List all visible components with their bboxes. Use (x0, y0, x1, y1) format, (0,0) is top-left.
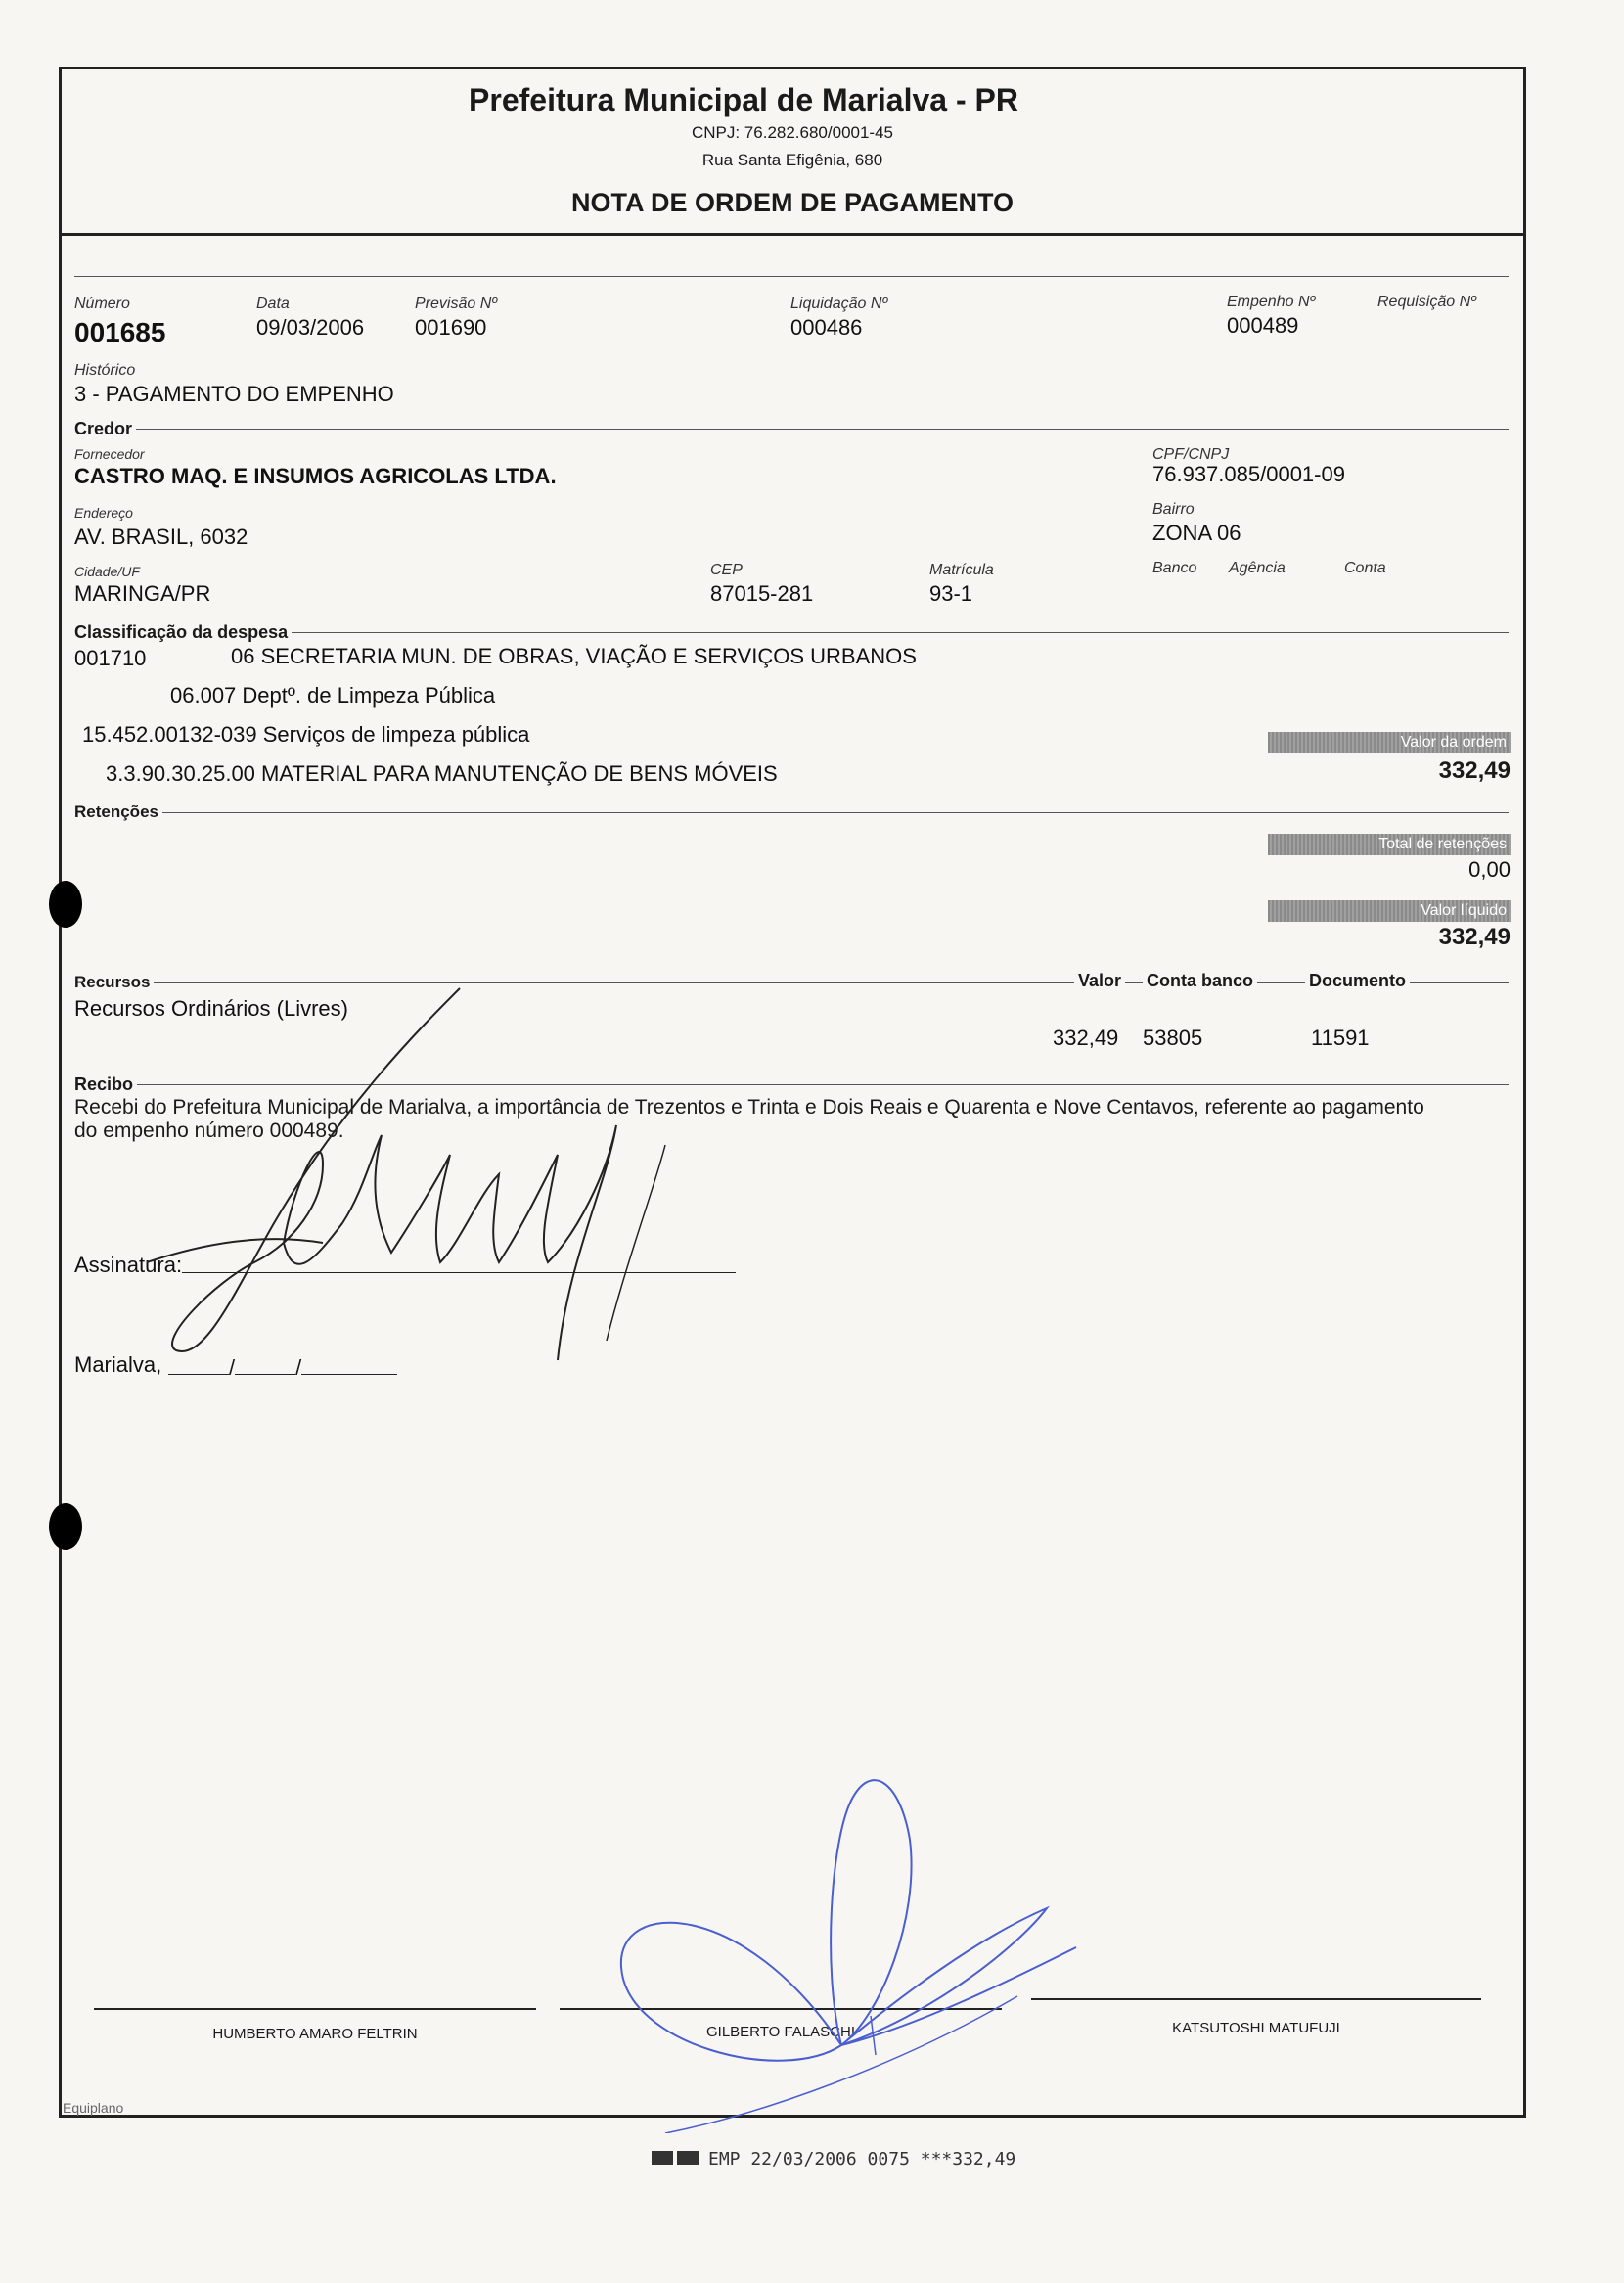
signatory-2: GILBERTO FALASCHI (706, 2024, 855, 2040)
recibo-text: Recebi do Prefeitura Municipal de Marialva, a importância de Trezentos e Trinta e Dois Reais e Quarenta e Nove Centavos, referente ao pagamento do empenho número 000489. (74, 1096, 1424, 1142)
agencia-label: Agência (1229, 560, 1286, 576)
cpf-label: CPF/CNPJ (1152, 446, 1230, 463)
cep-value: 87015-281 (710, 581, 814, 606)
historico-label: Histórico (74, 362, 136, 379)
valor-ordem-label: Valor da ordem (1268, 732, 1511, 753)
valor-ordem-value: 332,49 (1438, 757, 1511, 784)
data-label: Data (256, 296, 290, 312)
matricula-value: 93-1 (929, 581, 973, 606)
classificacao-line1: 06 SECRETARIA MUN. DE OBRAS, VIAÇÃO E SERVIÇOS URBANOS (231, 644, 917, 668)
valor-liquido-label: Valor líquido (1268, 900, 1511, 922)
fornecedor-value: CASTRO MAQ. E INSUMOS AGRICOLAS LTDA. (74, 464, 557, 488)
doc-title: NOTA DE ORDEM DE PAGAMENTO (570, 188, 1014, 217)
recursos-documento: 11591 (1311, 1026, 1370, 1050)
recursos-conta: 53805 (1143, 1026, 1203, 1050)
recursos-valor-header: Valor (1074, 971, 1125, 991)
classificacao-line2: 06.007 Deptº. de Limpeza Pública (170, 683, 496, 708)
matricula-label: Matrícula (929, 562, 994, 578)
footer-stamp (652, 2149, 1015, 2169)
recursos-documento-header: Documento (1305, 971, 1410, 991)
stamp-text: EMP 22/03/2006 0075 ***332,49 (708, 2149, 1016, 2169)
banco-label: Banco (1152, 560, 1197, 576)
credor-section: Credor (74, 419, 136, 439)
liquidacao-value: 000486 (790, 315, 863, 340)
date-blank: / / (168, 1354, 397, 1381)
signatory-1: HUMBERTO AMARO FELTRIN (212, 2026, 418, 2042)
numero-value: 001685 (74, 317, 166, 347)
requisicao-label: Requisição Nº (1377, 294, 1476, 310)
historico-value: 3 - PAGAMENTO DO EMPENHO (74, 382, 394, 406)
classificacao-section: Classificação da despesa (74, 622, 292, 643)
header-separator (59, 233, 1526, 236)
assinatura-label: Assinatura: (74, 1253, 183, 1277)
header-address: Rua Santa Efigênia, 680 (701, 151, 883, 169)
previsao-value: 001690 (415, 315, 487, 340)
total-retencoes-value: 0,00 (1468, 857, 1511, 882)
numero-label: Número (74, 296, 130, 312)
fornecedor-label: Fornecedor (74, 446, 145, 462)
cep-label: CEP (710, 562, 743, 578)
empenho-label: Empenho Nº (1227, 294, 1316, 310)
software-footer: Equiplano (63, 2100, 124, 2116)
recursos-section: Recursos (74, 973, 154, 992)
retencoes-section: Retenções (74, 802, 162, 822)
signature-line-1 (94, 2008, 536, 2010)
classificacao-code: 001710 (74, 646, 147, 670)
punch-hole-bottom (49, 1503, 82, 1550)
endereco-value: AV. BRASIL, 6032 (74, 525, 248, 549)
recursos-valor: 332,49 (1053, 1026, 1119, 1050)
cidade-label: Cidade/UF (74, 564, 140, 579)
retencoes-rule (74, 812, 1509, 813)
total-retencoes-label: Total de retenções (1268, 834, 1511, 855)
classificacao-line4: 3.3.90.30.25.00 MATERIAL PARA MANUTENÇÃO DE BENS MÓVEIS (106, 761, 778, 786)
signatory-3: KATSUTOSHI MATUFUJI (1172, 2020, 1340, 2036)
punch-hole-top (49, 881, 82, 928)
classificacao-line3: 15.452.00132-039 Serviços de limpeza pública (82, 722, 530, 747)
credor-rule (74, 429, 1509, 430)
header-title: Prefeitura Municipal de Marialva - PR (469, 82, 1018, 117)
cpf-value: 76.937.085/0001-09 (1152, 462, 1345, 486)
recursos-item: Recursos Ordinários (Livres) (74, 996, 348, 1021)
bairro-label: Bairro (1152, 501, 1195, 518)
recursos-conta-header: Conta banco (1143, 971, 1257, 991)
conta-label: Conta (1344, 560, 1386, 576)
marialva-date-label: Marialva, (74, 1352, 162, 1377)
data-value: 09/03/2006 (256, 315, 365, 340)
header-cnpj: CNPJ: 76.282.680/0001-45 (691, 123, 894, 142)
empenho-value: 000489 (1227, 313, 1299, 338)
cidade-value: MARINGA/PR (74, 581, 211, 606)
endereco-label: Endereço (74, 505, 133, 521)
recibo-section: Recibo (74, 1074, 137, 1095)
signature-line-3 (1031, 1998, 1481, 2000)
mayor-signature (607, 1722, 1096, 2133)
previsao-label: Previsão Nº (415, 296, 498, 312)
valor-liquido-value: 332,49 (1438, 924, 1511, 950)
bairro-value: ZONA 06 (1152, 521, 1241, 545)
liquidacao-label: Liquidação Nº (790, 296, 888, 312)
top-rule (74, 276, 1509, 277)
recibo-signature (147, 969, 695, 1380)
